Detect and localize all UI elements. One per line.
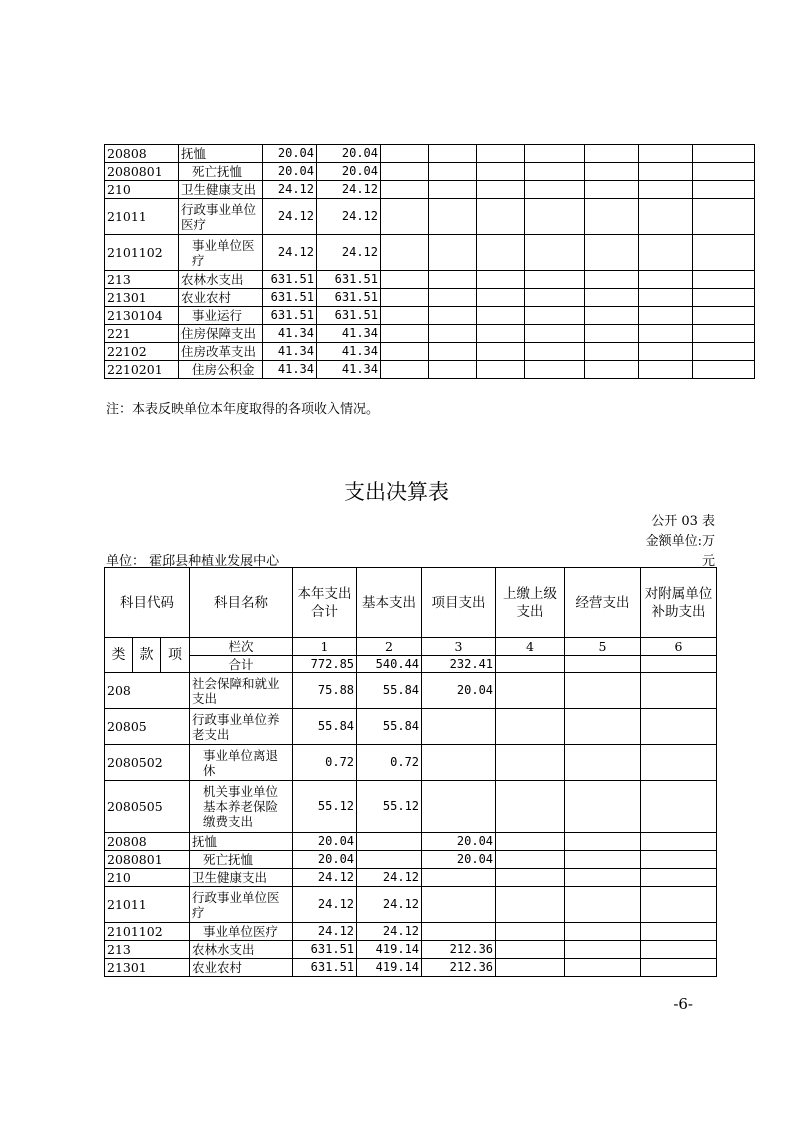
subject-name: 行政事业单位医疗 xyxy=(190,887,293,923)
amount-cell: 631.51 xyxy=(263,307,317,325)
basic-amount: 55.84 xyxy=(357,673,422,709)
empty-cell xyxy=(641,887,717,923)
table-row xyxy=(105,781,717,833)
subject-code: 21011 xyxy=(105,887,190,923)
subject-name: 事业单位离退休 xyxy=(190,745,293,781)
subject-name: 死亡抚恤 xyxy=(179,163,263,181)
project-amount: 20.04 xyxy=(422,673,496,709)
empty-cell xyxy=(565,745,641,781)
amount-cell: 24.12 xyxy=(317,199,381,235)
table-row xyxy=(105,833,717,851)
project-amount xyxy=(422,745,496,781)
basic-amount: 24.12 xyxy=(357,923,422,941)
total-amount: 20.04 xyxy=(293,833,357,851)
empty-cell xyxy=(585,181,639,199)
subject-name: 机关事业单位基本养老保险缴费支出 xyxy=(190,781,293,833)
amount-cell: 24.12 xyxy=(263,199,317,235)
subject-code: 213 xyxy=(105,271,179,289)
empty-cell xyxy=(639,235,693,271)
empty-cell xyxy=(693,307,755,325)
empty-cell xyxy=(477,361,525,379)
empty-cell xyxy=(641,781,717,833)
table-row xyxy=(105,199,755,235)
total-amount: 24.12 xyxy=(293,869,357,887)
table-row xyxy=(105,235,755,271)
basic-amount: 24.12 xyxy=(357,869,422,887)
total-label: 合计 xyxy=(190,656,293,673)
empty-cell xyxy=(641,869,717,887)
empty-cell xyxy=(429,271,477,289)
table-row xyxy=(105,343,755,361)
empty-cell xyxy=(496,673,565,709)
empty-cell xyxy=(585,145,639,163)
empty-cell xyxy=(381,361,429,379)
amount-cell: 41.34 xyxy=(263,325,317,343)
empty-cell xyxy=(381,307,429,325)
empty-cell xyxy=(429,325,477,343)
basic-amount: 55.12 xyxy=(357,781,422,833)
empty-cell xyxy=(693,181,755,199)
empty-cell xyxy=(496,709,565,745)
page-number: -6- xyxy=(673,995,693,1013)
project-amount xyxy=(422,887,496,923)
unit-label: 单位： 霍邱县种植业发展中心 xyxy=(106,554,280,569)
project-amount xyxy=(422,709,496,745)
empty-cell xyxy=(565,959,641,977)
table-row xyxy=(105,361,755,379)
col-number: 1 xyxy=(293,638,357,656)
empty-cell xyxy=(429,199,477,235)
total-amount: 55.84 xyxy=(293,709,357,745)
basic-amount xyxy=(357,833,422,851)
empty-cell xyxy=(639,307,693,325)
empty-cell xyxy=(477,325,525,343)
amount-cell: 24.12 xyxy=(263,181,317,199)
empty-cell xyxy=(565,709,641,745)
amount-cell: 20.04 xyxy=(317,145,381,163)
empty-cell xyxy=(496,656,565,673)
empty-cell xyxy=(585,271,639,289)
table-row xyxy=(105,887,717,923)
header-name: 科目名称 xyxy=(190,568,293,638)
basic-amount: 419.14 xyxy=(357,959,422,977)
header-project: 项目支出 xyxy=(422,568,496,638)
subject-name: 抚恤 xyxy=(179,145,263,163)
empty-cell xyxy=(496,851,565,869)
empty-cell xyxy=(525,199,585,235)
empty-cell xyxy=(693,145,755,163)
empty-cell xyxy=(639,289,693,307)
amount-cell: 24.12 xyxy=(263,235,317,271)
empty-cell xyxy=(525,307,585,325)
empty-cell xyxy=(381,343,429,361)
subject-name: 农林水支出 xyxy=(179,271,263,289)
total-amount: 24.12 xyxy=(293,923,357,941)
header-basic: 基本支出 xyxy=(357,568,422,638)
subject-name: 住房保障支出 xyxy=(179,325,263,343)
amount-cell: 631.51 xyxy=(263,289,317,307)
subject-code: 2080801 xyxy=(105,851,190,869)
table-row xyxy=(105,163,755,181)
table-note: 注：本表反映单位本年度取得的各项收入情况。 xyxy=(106,402,380,417)
empty-cell xyxy=(639,271,693,289)
subject-code: 2101102 xyxy=(105,923,190,941)
col-number: 4 xyxy=(496,638,565,656)
empty-cell xyxy=(639,199,693,235)
empty-cell xyxy=(429,289,477,307)
column-number-row xyxy=(105,638,717,656)
income-table-continued xyxy=(104,144,755,379)
empty-cell xyxy=(381,289,429,307)
empty-cell xyxy=(585,325,639,343)
header-kuan: 款 xyxy=(133,638,161,673)
project-total-value: 232.41 xyxy=(422,656,496,673)
totals-row xyxy=(105,656,717,673)
empty-cell xyxy=(429,163,477,181)
empty-cell xyxy=(565,673,641,709)
empty-cell xyxy=(525,361,585,379)
empty-cell xyxy=(565,851,641,869)
empty-cell xyxy=(381,181,429,199)
table-row xyxy=(105,673,717,709)
empty-cell xyxy=(381,199,429,235)
table-row xyxy=(105,709,717,745)
table-row xyxy=(105,869,717,887)
empty-cell xyxy=(641,923,717,941)
project-amount: 212.36 xyxy=(422,959,496,977)
empty-cell xyxy=(381,271,429,289)
amount-cell: 631.51 xyxy=(317,307,381,325)
empty-cell xyxy=(565,941,641,959)
empty-cell xyxy=(639,343,693,361)
header-total: 本年支出合计 xyxy=(293,568,357,638)
empty-cell xyxy=(429,307,477,325)
empty-cell xyxy=(496,869,565,887)
empty-cell xyxy=(496,941,565,959)
subject-name: 行政事业单位医疗 xyxy=(179,199,263,235)
empty-cell xyxy=(639,145,693,163)
table-row xyxy=(105,145,755,163)
empty-cell xyxy=(525,325,585,343)
header-business: 经营支出 xyxy=(565,568,641,638)
empty-cell xyxy=(496,781,565,833)
subject-name: 住房改革支出 xyxy=(179,343,263,361)
header-row xyxy=(105,568,717,638)
project-amount: 20.04 xyxy=(422,851,496,869)
empty-cell xyxy=(693,343,755,361)
subject-code: 221 xyxy=(105,325,179,343)
header-subsidiary: 对附属单位补助支出 xyxy=(641,568,717,638)
project-amount: 212.36 xyxy=(422,941,496,959)
lanci-label: 栏次 xyxy=(190,638,293,656)
project-amount xyxy=(422,781,496,833)
empty-cell xyxy=(525,289,585,307)
subject-code: 21301 xyxy=(105,289,179,307)
empty-cell xyxy=(429,343,477,361)
basic-amount: 55.84 xyxy=(357,709,422,745)
empty-cell xyxy=(525,163,585,181)
subject-name: 卫生健康支出 xyxy=(179,181,263,199)
subject-code: 20805 xyxy=(105,709,190,745)
table-row xyxy=(105,307,755,325)
empty-cell xyxy=(585,307,639,325)
total-amount: 631.51 xyxy=(293,959,357,977)
subject-name: 社会保障和就业支出 xyxy=(190,673,293,709)
empty-cell xyxy=(641,709,717,745)
empty-cell xyxy=(693,199,755,235)
empty-cell xyxy=(639,181,693,199)
empty-cell xyxy=(477,145,525,163)
empty-cell xyxy=(585,199,639,235)
empty-cell xyxy=(565,833,641,851)
subject-code: 210 xyxy=(105,869,190,887)
empty-cell xyxy=(477,181,525,199)
empty-cell xyxy=(565,869,641,887)
subject-code: 208 xyxy=(105,673,190,709)
empty-cell xyxy=(496,887,565,923)
table-row xyxy=(105,923,717,941)
subject-code: 21011 xyxy=(105,199,179,235)
page-title: 支出决算表 xyxy=(344,480,449,504)
basic-amount: 419.14 xyxy=(357,941,422,959)
empty-cell xyxy=(429,361,477,379)
empty-cell xyxy=(639,361,693,379)
subject-code: 21301 xyxy=(105,959,190,977)
amount-cell: 41.34 xyxy=(263,343,317,361)
empty-cell xyxy=(477,235,525,271)
subject-code: 210 xyxy=(105,181,179,199)
table-row xyxy=(105,851,717,869)
empty-cell xyxy=(565,656,641,673)
empty-cell xyxy=(641,851,717,869)
empty-cell xyxy=(477,289,525,307)
subject-code: 213 xyxy=(105,941,190,959)
table-row xyxy=(105,289,755,307)
subject-name: 事业运行 xyxy=(179,307,263,325)
empty-cell xyxy=(641,833,717,851)
subject-code: 20808 xyxy=(105,145,179,163)
amount-cell: 24.12 xyxy=(317,235,381,271)
empty-cell xyxy=(641,941,717,959)
project-amount xyxy=(422,923,496,941)
empty-cell xyxy=(585,343,639,361)
empty-cell xyxy=(525,181,585,199)
amount-cell: 24.12 xyxy=(317,181,381,199)
empty-cell xyxy=(641,959,717,977)
empty-cell xyxy=(429,145,477,163)
amount-cell: 41.34 xyxy=(317,361,381,379)
empty-cell xyxy=(525,271,585,289)
total-value: 772.85 xyxy=(293,656,357,673)
amount-unit-label: 金额单位:万 xyxy=(645,534,715,549)
empty-cell xyxy=(585,289,639,307)
empty-cell xyxy=(565,923,641,941)
amount-cell: 41.34 xyxy=(317,343,381,361)
amount-cell: 20.04 xyxy=(317,163,381,181)
empty-cell xyxy=(641,673,717,709)
empty-cell xyxy=(477,343,525,361)
subject-code: 2080801 xyxy=(105,163,179,181)
empty-cell xyxy=(641,745,717,781)
amount-cell: 41.34 xyxy=(317,325,381,343)
subject-code: 2130104 xyxy=(105,307,179,325)
project-amount: 20.04 xyxy=(422,833,496,851)
subject-name: 农业农村 xyxy=(179,289,263,307)
empty-cell xyxy=(641,656,717,673)
empty-cell xyxy=(429,235,477,271)
empty-cell xyxy=(525,235,585,271)
subject-code: 2080505 xyxy=(105,781,190,833)
amount-cell: 631.51 xyxy=(263,271,317,289)
header-upper: 上缴上级支出 xyxy=(496,568,565,638)
empty-cell xyxy=(496,923,565,941)
empty-cell xyxy=(693,235,755,271)
header-xiang: 项 xyxy=(161,638,190,673)
empty-cell xyxy=(585,361,639,379)
table-row xyxy=(105,181,755,199)
subject-code: 2080502 xyxy=(105,745,190,781)
empty-cell xyxy=(565,887,641,923)
amount-cell: 20.04 xyxy=(263,145,317,163)
amount-cell: 41.34 xyxy=(263,361,317,379)
empty-cell xyxy=(477,271,525,289)
subject-name: 事业单位医疗 xyxy=(179,235,263,271)
empty-cell xyxy=(429,181,477,199)
amount-cell: 631.51 xyxy=(317,271,381,289)
subject-name: 事业单位医疗 xyxy=(190,923,293,941)
col-number: 3 xyxy=(422,638,496,656)
subject-code: 20808 xyxy=(105,833,190,851)
basic-amount: 0.72 xyxy=(357,745,422,781)
header-code: 科目代码 xyxy=(105,568,190,638)
basic-total-value: 540.44 xyxy=(357,656,422,673)
subject-code: 2101102 xyxy=(105,235,179,271)
empty-cell xyxy=(585,163,639,181)
col-number: 5 xyxy=(565,638,641,656)
empty-cell xyxy=(693,289,755,307)
empty-cell xyxy=(693,271,755,289)
empty-cell xyxy=(565,781,641,833)
amount-cell: 20.04 xyxy=(263,163,317,181)
subject-name: 农业农村 xyxy=(190,959,293,977)
empty-cell xyxy=(693,163,755,181)
subject-name: 死亡抚恤 xyxy=(190,851,293,869)
table-row xyxy=(105,941,717,959)
table-row xyxy=(105,271,755,289)
col-number: 2 xyxy=(357,638,422,656)
total-amount: 75.88 xyxy=(293,673,357,709)
empty-cell xyxy=(585,235,639,271)
total-amount: 20.04 xyxy=(293,851,357,869)
subject-code: 2210201 xyxy=(105,361,179,379)
empty-cell xyxy=(525,343,585,361)
header-lei: 类 xyxy=(105,638,133,673)
table-row xyxy=(105,959,717,977)
subject-name: 住房公积金 xyxy=(179,361,263,379)
expenditure-table xyxy=(104,567,717,977)
amount-cell: 631.51 xyxy=(317,289,381,307)
amount-unit-label-cont: 元 xyxy=(701,554,715,569)
empty-cell xyxy=(477,307,525,325)
table-row xyxy=(105,325,755,343)
empty-cell xyxy=(381,235,429,271)
empty-cell xyxy=(381,145,429,163)
empty-cell xyxy=(639,325,693,343)
empty-cell xyxy=(496,833,565,851)
basic-amount xyxy=(357,851,422,869)
empty-cell xyxy=(381,163,429,181)
empty-cell xyxy=(477,163,525,181)
project-amount xyxy=(422,869,496,887)
table-row xyxy=(105,745,717,781)
empty-cell xyxy=(477,199,525,235)
table-code: 公开 03 表 xyxy=(651,514,715,529)
empty-cell xyxy=(693,325,755,343)
empty-cell xyxy=(381,325,429,343)
basic-amount: 24.12 xyxy=(357,887,422,923)
subject-name: 卫生健康支出 xyxy=(190,869,293,887)
total-amount: 0.72 xyxy=(293,745,357,781)
empty-cell xyxy=(525,145,585,163)
empty-cell xyxy=(496,745,565,781)
empty-cell xyxy=(639,163,693,181)
total-amount: 24.12 xyxy=(293,887,357,923)
total-amount: 631.51 xyxy=(293,941,357,959)
subject-name: 行政事业单位养老支出 xyxy=(190,709,293,745)
empty-cell xyxy=(693,361,755,379)
total-amount: 55.12 xyxy=(293,781,357,833)
subject-name: 抚恤 xyxy=(190,833,293,851)
subject-code: 22102 xyxy=(105,343,179,361)
col-number: 6 xyxy=(641,638,717,656)
empty-cell xyxy=(496,959,565,977)
subject-name: 农林水支出 xyxy=(190,941,293,959)
